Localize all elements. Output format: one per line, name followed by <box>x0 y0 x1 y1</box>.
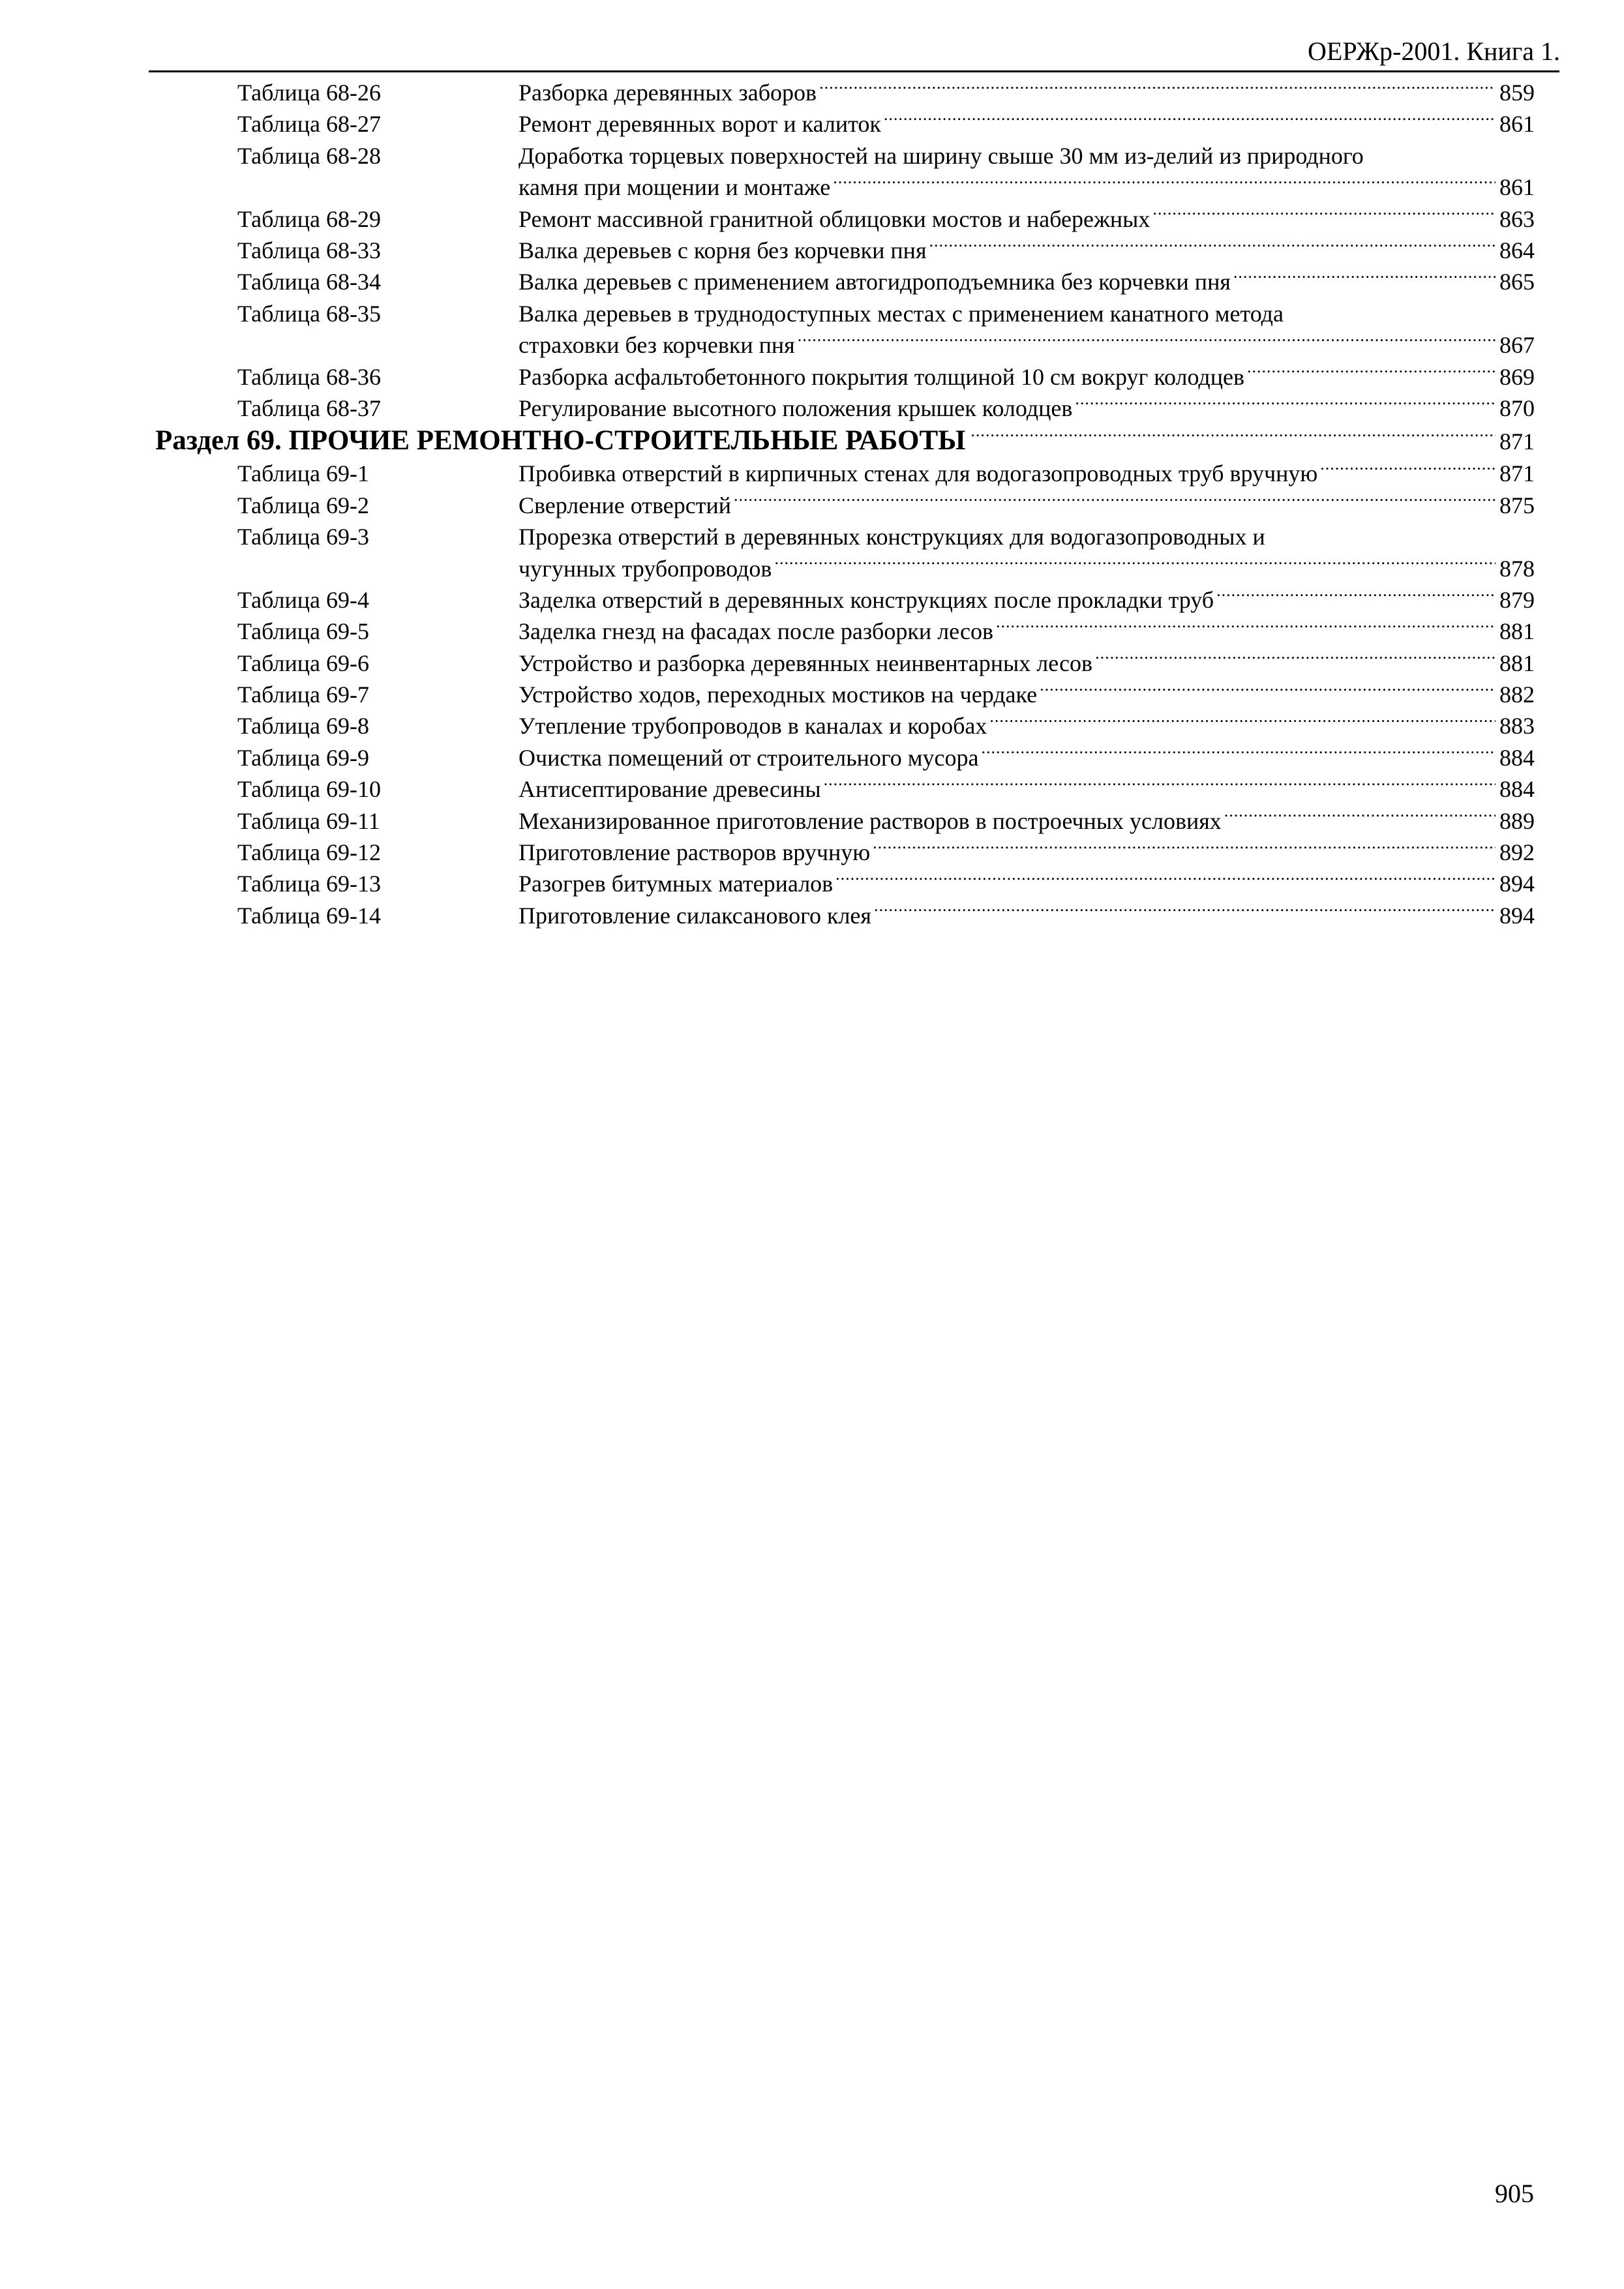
toc-entry-line <box>519 172 1535 203</box>
toc-entry-title-block <box>519 679 1535 710</box>
toc-entry-line <box>519 553 1535 584</box>
toc-entry-line <box>519 235 1535 266</box>
toc-entry-title-block <box>519 710 1535 741</box>
toc-entry-title: Механизированное приготовление растворов в построечных условиях <box>519 807 1222 834</box>
toc-entry-title: Разборка деревянных заборов <box>519 80 817 106</box>
toc-entry-line <box>519 679 1535 710</box>
toc-entry-page-number: 867 <box>1499 332 1535 359</box>
toc-entry-title: чугунных трубопроводов <box>519 555 772 582</box>
dot-leader <box>1224 805 1496 829</box>
toc-entry-page-number: 881 <box>1499 650 1535 676</box>
toc-entry-label: Таблица 69-5 <box>237 618 369 645</box>
toc-entry-title: Разогрев битумных материалов <box>519 871 834 897</box>
toc-entry-line <box>519 648 1535 679</box>
toc-section-69[interactable] <box>0 424 1624 458</box>
toc-entry-title-first-line: Доработка торцевых поверхностей на ширину свыше 30 мм из-делий из природного <box>519 142 1364 169</box>
toc-entry-label: Таблица 68-36 <box>237 363 381 390</box>
toc-entry-title-block <box>519 742 1535 773</box>
toc-entry-title: Валка деревьев с корня без корчевки пня <box>519 237 927 263</box>
toc-entry-title-block <box>519 203 1535 235</box>
toc-entry-title-block <box>519 108 1535 140</box>
dot-leader <box>981 742 1496 766</box>
toc-entry-label: Таблица 69-1 <box>237 460 369 487</box>
dot-leader <box>1233 266 1496 290</box>
toc-entry-title-block <box>519 900 1535 931</box>
toc-entry-title: Регулирование высотного положения крышек колодцев <box>519 395 1073 421</box>
toc-entry-label: Таблица 68-27 <box>237 111 381 138</box>
toc-entry-title: Заделка отверстий в деревянных конструкциях после прокладки труб <box>519 586 1214 613</box>
toc-entry-label: Таблица 69-8 <box>237 713 369 740</box>
toc-entry-title: Утепление трубопроводов в каналах и коробах <box>519 713 987 740</box>
toc-entry-title-block <box>519 393 1535 424</box>
toc-entry[interactable] <box>0 108 1624 140</box>
toc-entry[interactable] <box>0 742 1624 773</box>
dot-leader <box>1152 203 1496 227</box>
toc-entry-title-block <box>519 868 1535 899</box>
toc-entry-title-block <box>519 235 1535 266</box>
toc-entry-page-number: 859 <box>1499 80 1535 106</box>
toc-entry-page-number: 861 <box>1499 111 1535 138</box>
toc-entry[interactable] <box>0 458 1624 489</box>
dot-leader <box>1320 458 1496 481</box>
toc-entry-title: страховки без корчевки пня <box>519 332 795 359</box>
toc-entry-page-number: 892 <box>1499 839 1535 866</box>
dot-leader <box>970 426 1496 449</box>
dot-leader <box>1075 393 1496 416</box>
toc-entry-label: Таблица 68-29 <box>237 205 381 232</box>
dot-leader <box>996 616 1496 639</box>
toc-entry-page-number: 870 <box>1499 395 1535 421</box>
toc-entry-label: Таблица 69-13 <box>237 871 381 897</box>
dot-leader <box>833 172 1496 195</box>
toc-entry-line <box>519 361 1535 393</box>
toc-group-69 <box>0 458 1624 931</box>
toc-entry-title-first-line: Валка деревьев в труднодоступных местах с применением канатного метода <box>519 300 1284 327</box>
toc-entry-page-number: 875 <box>1499 492 1535 518</box>
dot-leader <box>989 710 1496 734</box>
toc-entry-title: камня при мощении и монтаже <box>519 174 831 201</box>
toc-entry-title-block <box>519 361 1535 393</box>
toc-entry[interactable] <box>0 837 1624 868</box>
dot-leader <box>1216 584 1496 608</box>
dot-leader <box>884 108 1496 132</box>
toc-entry-title-block <box>519 490 1535 521</box>
toc-entry-page-number: 863 <box>1499 205 1535 232</box>
toc-entry-title-block <box>519 77 1535 108</box>
toc-entry-line <box>519 329 1535 361</box>
toc-entry-title-block <box>519 266 1535 297</box>
toc-entry-line <box>519 710 1535 741</box>
toc-entry-title-first-line: Прорезка отверстий в деревянных конструкциях для водогазопроводных и <box>519 524 1265 550</box>
header-rule <box>149 70 1559 72</box>
toc-entry-label: Таблица 69-7 <box>237 681 369 708</box>
toc-entry-line <box>519 203 1535 235</box>
toc-entry-title: Пробивка отверстий в кирпичных стенах для водогазопроводных труб вручную <box>519 460 1318 487</box>
toc-entry[interactable] <box>0 203 1624 235</box>
toc-entry-page-number: 865 <box>1499 269 1535 295</box>
toc-entry-title: Устройство ходов, переходных мостиков на чердаке <box>519 681 1038 708</box>
toc-entry-label: Таблица 69-3 <box>237 524 369 550</box>
toc-entry-page-number: 882 <box>1499 681 1535 708</box>
toc-entry-label: Таблица 69-2 <box>237 492 369 518</box>
toc-entry-page-number: 869 <box>1499 363 1535 390</box>
toc-entry-page-number: 889 <box>1499 807 1535 834</box>
toc-entry-line <box>519 773 1535 805</box>
dot-leader <box>1095 648 1496 671</box>
toc-entry-label: Таблица 69-10 <box>237 776 381 803</box>
dot-leader <box>874 900 1496 923</box>
toc-entry-line <box>519 77 1535 108</box>
dot-leader <box>734 490 1496 513</box>
toc-entry[interactable] <box>0 298 1624 361</box>
toc-entry-title-block <box>519 298 1535 361</box>
toc-entry-title: Антисептирование древесины <box>519 776 821 803</box>
toc-entry[interactable] <box>0 773 1624 805</box>
toc-entry-title: Сверление отверстий <box>519 492 732 518</box>
toc-entry-page-number: 864 <box>1499 237 1535 263</box>
toc-entry-title: Очистка помещений от строительного мусора <box>519 744 979 771</box>
toc-entry-page-number: 878 <box>1499 555 1535 582</box>
section-title: Раздел 69. ПРОЧИЕ РЕМОНТНО-СТРОИТЕЛЬНЫЕ РАБОТЫ <box>155 425 966 456</box>
table-of-contents <box>0 77 1624 931</box>
toc-entry[interactable] <box>0 648 1624 679</box>
toc-entry-line <box>519 742 1535 773</box>
toc-entry-page-number: 881 <box>1499 618 1535 645</box>
toc-entry-title: Ремонт деревянных ворот и калиток <box>519 111 881 138</box>
toc-entry-label: Таблица 68-33 <box>237 237 381 263</box>
toc-entry[interactable] <box>0 805 1624 837</box>
toc-entry-label: Таблица 69-6 <box>237 650 369 676</box>
toc-entry-line <box>519 393 1535 424</box>
toc-entry-title-block <box>519 584 1535 616</box>
toc-entry-page-number: 894 <box>1499 871 1535 897</box>
toc-entry-title-block <box>519 805 1535 837</box>
toc-entry-label: Таблица 69-9 <box>237 744 369 771</box>
toc-entry-title: Приготовление растворов вручную <box>519 839 871 866</box>
toc-entry-title: Приготовление силаксанового клея <box>519 902 871 929</box>
page-number: 905 <box>1495 2179 1534 2208</box>
toc-entry[interactable] <box>0 584 1624 616</box>
running-header: ОЕРЖр-2001. Книга 1. <box>1308 37 1560 66</box>
toc-entry-title-block <box>519 140 1535 203</box>
toc-entry-title: Устройство и разборка деревянных неинвентарных лесов <box>519 650 1093 676</box>
toc-entry-line <box>519 108 1535 140</box>
toc-entry[interactable] <box>0 235 1624 266</box>
toc-entry[interactable] <box>0 710 1624 741</box>
dot-leader <box>873 837 1496 860</box>
toc-entry-title-block <box>519 773 1535 805</box>
toc-entry-label: Таблица 69-4 <box>237 586 369 613</box>
toc-entry-page-number: 879 <box>1499 586 1535 613</box>
toc-entry-line <box>519 266 1535 297</box>
toc-entry-line <box>519 458 1535 489</box>
toc-entry-title: Ремонт массивной гранитной облицовки мостов и набережных <box>519 205 1150 232</box>
toc-entry-label: Таблица 69-12 <box>237 839 381 866</box>
dot-leader <box>835 868 1496 891</box>
toc-entry-label: Таблица 68-35 <box>237 300 381 327</box>
toc-entry-line <box>519 868 1535 899</box>
dot-leader <box>1040 679 1496 702</box>
toc-entry-line <box>519 584 1535 616</box>
toc-entry[interactable] <box>0 361 1624 393</box>
toc-entry[interactable] <box>0 521 1624 584</box>
toc-entry[interactable] <box>0 77 1624 108</box>
toc-entry[interactable] <box>0 266 1624 297</box>
toc-entry-title-block <box>519 837 1535 868</box>
toc-entry-label: Таблица 69-11 <box>237 807 380 834</box>
toc-entry[interactable] <box>0 393 1624 424</box>
toc-entry-line <box>519 805 1535 837</box>
toc-entry-line <box>519 490 1535 521</box>
toc-entry-page-number: 861 <box>1499 174 1535 201</box>
toc-entry-title-block <box>519 458 1535 489</box>
dot-leader <box>819 77 1496 100</box>
toc-entry[interactable] <box>0 900 1624 931</box>
toc-entry-title: Разборка асфальтобетонного покрытия толщиной 10 см вокруг колодцев <box>519 363 1244 390</box>
toc-entry-page-number: 871 <box>1499 460 1535 487</box>
toc-group-68 <box>0 77 1624 424</box>
toc-entry-label: Таблица 68-28 <box>237 142 381 169</box>
toc-entry-page-number: 883 <box>1499 713 1535 740</box>
toc-entry-page-number: 894 <box>1499 902 1535 929</box>
dot-leader <box>798 329 1496 353</box>
toc-entry-title-block <box>519 521 1535 584</box>
toc-entry-label: Таблица 68-26 <box>237 80 381 106</box>
toc-entry-label: Таблица 69-14 <box>237 902 381 929</box>
toc-entry[interactable] <box>0 616 1624 647</box>
toc-entry-label: Таблица 68-34 <box>237 269 381 295</box>
toc-entry-line <box>519 900 1535 931</box>
toc-entry-page-number: 884 <box>1499 776 1535 803</box>
toc-entry-line <box>519 616 1535 647</box>
toc-entry-page-number: 884 <box>1499 744 1535 771</box>
section-page-number: 871 <box>1499 428 1535 455</box>
toc-entry[interactable] <box>0 490 1624 521</box>
toc-entry-title-block <box>519 616 1535 647</box>
toc-entry[interactable] <box>0 868 1624 899</box>
dot-leader <box>929 235 1496 258</box>
dot-leader <box>824 773 1496 797</box>
toc-entry[interactable] <box>0 140 1624 203</box>
toc-entry-title: Валка деревьев с применением автогидроподъемника без корчевки пня <box>519 269 1231 295</box>
toc-entry-title: Заделка гнезд на фасадах после разборки лесов <box>519 618 993 645</box>
toc-entry-line <box>519 837 1535 868</box>
toc-entry-title-block <box>519 648 1535 679</box>
toc-entry-label: Таблица 68-37 <box>237 395 381 421</box>
dot-leader <box>1247 361 1496 385</box>
toc-entry[interactable] <box>0 679 1624 710</box>
dot-leader <box>774 553 1496 576</box>
